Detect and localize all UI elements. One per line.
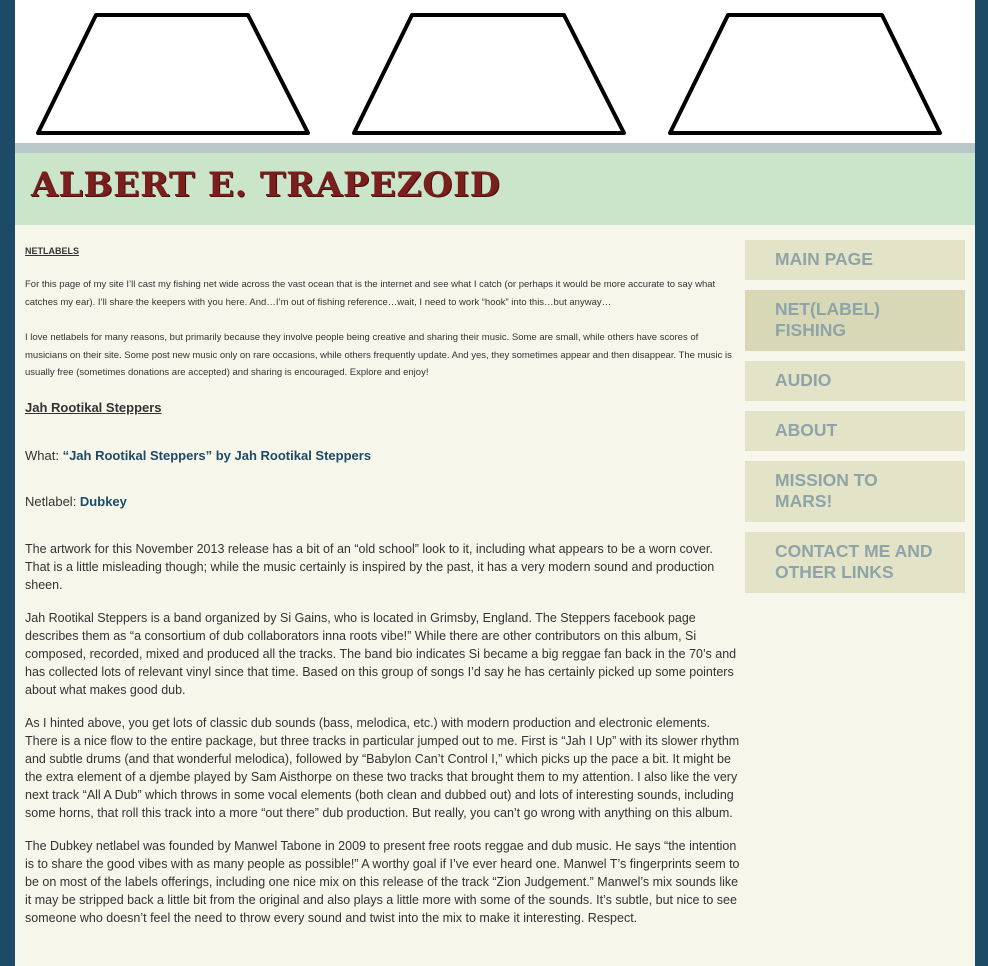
site-header <box>15 153 975 225</box>
post-title: Jah Rootikal Steppers <box>25 399 162 415</box>
page <box>15 0 975 966</box>
trapezoid-logo-icon <box>354 15 624 133</box>
nav-item-about[interactable]: ABOUT <box>745 411 965 451</box>
trapezoid-logo-icon <box>38 15 308 133</box>
sidebar-nav <box>745 240 965 603</box>
netlabel-label: Netlabel: <box>25 493 80 509</box>
body-paragraph: The Dubkey netlabel was founded by Manwel Tabone in 2009 to present free roots reggae and dub music. He says “the intention is to share the good vibes with as many people as possible!” A worthy goal if I’ve ever heard one. Manwel T’s fingerprints seem to be on most of the labels offerings, including one nice mix on this release of the track “Zion Judgement.” Manwel’s mix sounds like it may be stripped back a little bit from the original and also plays a little more with some of the sounds. It’s subtle, but nice to see someone who doesn’t feel the need to throw every sound and twist into the mix to make it interesting. Respect. <box>25 838 740 925</box>
nav-item-main-page[interactable]: MAIN PAGE <box>745 240 965 280</box>
nav-item-audio[interactable]: AUDIO <box>745 361 965 401</box>
intro-paragraph: For this page of my site I’ll cast my fishing net wide across the vast ocean that is the internet and see what I catch (or perhaps it would be more accurate to say what catches my ear). I’ll share the keepers with you here. And…I’m out of fishing reference…wait, I need to work “hook” into this…but anyway… <box>25 279 716 308</box>
nav-item-mission-to-mars[interactable]: MISSION TO MARS! <box>745 461 965 522</box>
what-label: What: <box>25 447 63 463</box>
body-paragraph: Jah Rootikal Steppers is a band organized by Si Gains, who is located in Grimsby, England. The Steppers facebook page describes them as “a consortium of dub collaborators inna roots vibe!” While there are other contributors on this album, Si composed, recorded, mixed and produced all the tracks. The band bio indicates Si became a big reggae fan back in the 70’s and has collected lots of relevant vinyl since that time. Based on this group of songs I’d say he has certainly picked up some pointers about what makes good dub. <box>25 610 737 697</box>
nav-item-netlabel-fishing[interactable]: NET(LABEL) FISHING <box>745 290 965 351</box>
trapezoid-banner <box>15 0 975 143</box>
intro-paragraph: I love netlabels for many reasons, but primarily because they involve people being creative and sharing their music. Some are small, while others have scores of musicians on their site. Some post new music only on rare occasions, while others frequently update. And yes, they sometimes appear and then disappear. The music is usually free (sometimes donations are accepted) and sharing is encouraged. Explore and enjoy! <box>25 332 732 378</box>
banner <box>15 0 975 143</box>
release-link[interactable]: “Jah Rootikal Steppers” by Jah Rootikal Steppers <box>62 447 372 463</box>
netlabel-link[interactable]: Dubkey <box>79 493 127 509</box>
site-title[interactable]: ALBERT E. TRAPEZOID <box>31 165 501 205</box>
netlabel-line <box>25 494 740 509</box>
section-heading: NETLABELS <box>25 246 79 256</box>
what-line <box>25 448 740 463</box>
trapezoid-logo-icon <box>670 15 940 133</box>
body-paragraph: The artwork for this November 2013 release has a bit of an “old school” look to it, including what appears to be a worn cover. That is a little misleading though; while the music certainly is inspired by the past, it has a very modern sound and production sheen. <box>25 541 715 592</box>
main-content <box>25 240 740 942</box>
nav-item-contact[interactable]: CONTACT ME AND OTHER LINKS <box>745 532 965 593</box>
body-paragraph: As I hinted above, you get lots of classic dub sounds (bass, melodica, etc.) with modern production and electronic elements. There is a nice flow to the entire package, but three tracks in particular jumped out to me. First is “Jah I Up” with its slower rhythm and subtle drums (and that wonderful melodica), followed by “Babylon Can’t Control I,” which picks up the pace a bit. It might be the extra element of a djembe played by Sam Aisthorpe on these two tracks that brought them to my attention. I also like the very next track “All A Dub” which throws in some vocal elements (both clean and dubbed out) and lots of interesting sounds, including some horns, that roll this track into a more “out there” dub production. But really, you can’t go wrong with anything on this album. <box>25 715 740 820</box>
header-divider <box>15 143 975 153</box>
